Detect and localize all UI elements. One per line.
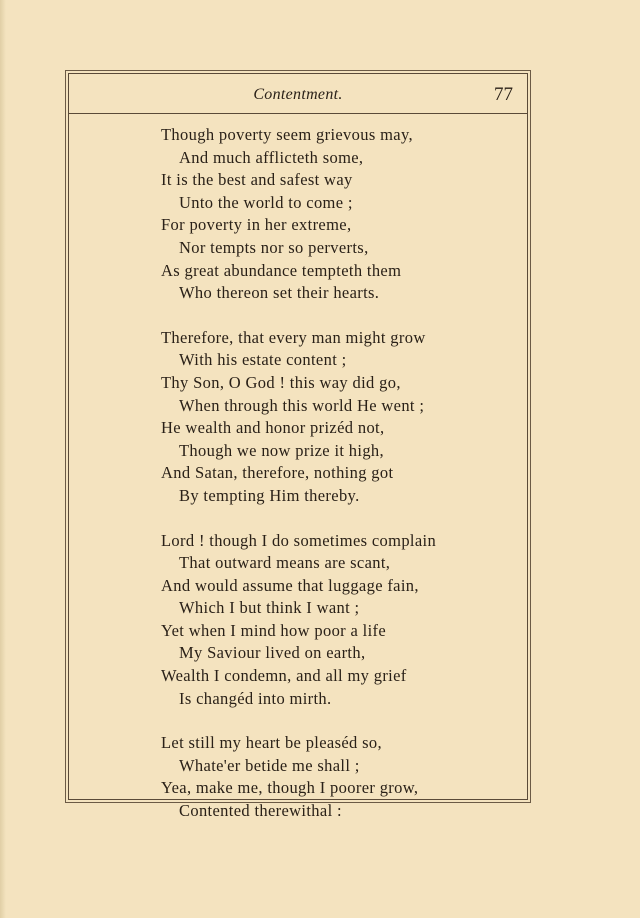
poem-line: Lord ! though I do sometimes complain bbox=[161, 530, 437, 550]
poem-line: And much afflicteth some, bbox=[179, 147, 364, 167]
poem-line: Though poverty seem grievous may, bbox=[161, 125, 413, 144]
poem-line: My Saviour lived on earth, bbox=[179, 643, 366, 663]
poem-body bbox=[161, 124, 517, 845]
poem-line: Who thereon set their hearts. bbox=[179, 283, 380, 303]
poem-line: He wealth and honor prizéd not, bbox=[161, 418, 385, 438]
poem-line: Whate'er betide me shall ; bbox=[179, 755, 360, 775]
poem-line: Yea, make me, though I poorer grow, bbox=[161, 778, 419, 798]
poem-line: By tempting Him thereby. bbox=[179, 485, 360, 505]
poem-line: Which I but think I want ; bbox=[179, 598, 360, 618]
poem-line: For poverty in her extreme, bbox=[161, 215, 352, 235]
poem-line: Thy Son, O God ! this way did go, bbox=[161, 372, 401, 392]
stanza bbox=[161, 732, 517, 822]
poem-line: Contented therewithal : bbox=[179, 801, 342, 821]
poem-line: Wealth I condemn, and all my grief bbox=[161, 666, 407, 686]
poem-line: Nor tempts nor so perverts, bbox=[179, 237, 369, 257]
poem-line: Let still my heart be pleaséd so, bbox=[161, 733, 382, 753]
page-edge bbox=[0, 0, 6, 918]
running-header bbox=[69, 84, 527, 110]
poem-line: And Satan, therefore, nothing got bbox=[161, 463, 394, 483]
poem-line: Therefore, that every man might grow bbox=[161, 327, 426, 347]
page-number: 77 bbox=[494, 84, 513, 105]
stanza bbox=[161, 327, 517, 508]
page-frame bbox=[68, 73, 528, 821]
stanza bbox=[161, 530, 517, 711]
poem-line: As great abundance tempteth them bbox=[161, 260, 402, 280]
poem-line: Is changéd into mirth. bbox=[179, 688, 332, 708]
poem-line: When through this world He went ; bbox=[179, 395, 425, 415]
stanza bbox=[161, 124, 517, 305]
poem-line: Yet when I mind how poor a life bbox=[161, 620, 387, 640]
running-title: Contentment. bbox=[253, 86, 343, 103]
header-rule bbox=[69, 113, 527, 114]
poem-line: With his estate content ; bbox=[179, 350, 347, 370]
poem-line: Unto the world to come ; bbox=[179, 192, 353, 212]
poem-line: It is the best and safest way bbox=[161, 170, 353, 190]
poem-line: That outward means are scant, bbox=[179, 553, 391, 573]
poem-line: Though we now prize it high, bbox=[179, 440, 385, 460]
poem-line: And would assume that luggage fain, bbox=[161, 575, 419, 595]
